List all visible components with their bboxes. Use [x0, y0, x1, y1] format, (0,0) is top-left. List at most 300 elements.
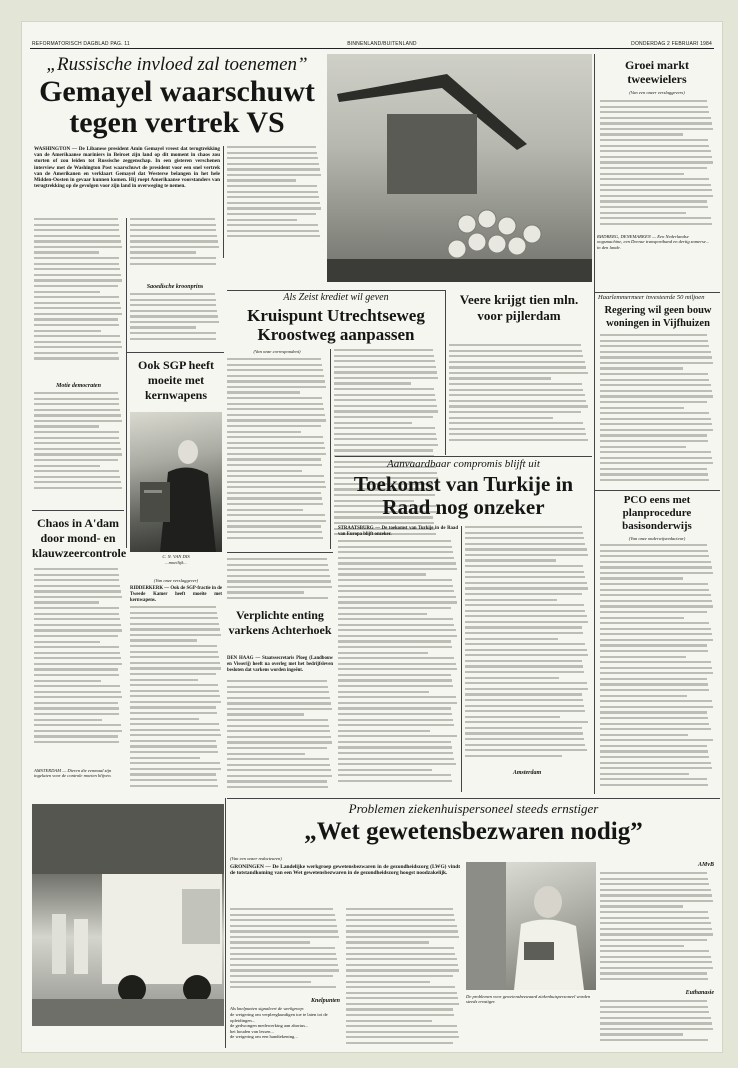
knelpunt-item: het houden van lessen...	[230, 1028, 274, 1034]
text-line	[130, 757, 200, 759]
text-line	[449, 400, 586, 402]
text-line	[465, 582, 587, 584]
text-line	[338, 724, 454, 726]
text-line	[227, 458, 321, 460]
sgp-body	[130, 606, 222, 796]
text-line	[600, 762, 711, 764]
text-line	[227, 564, 328, 566]
text-line	[227, 386, 326, 388]
column-rule	[223, 146, 224, 258]
text-line	[600, 600, 712, 602]
text-line	[600, 739, 713, 741]
text-line	[34, 596, 122, 598]
text-line	[338, 551, 453, 553]
text-line	[600, 401, 707, 403]
text-line	[449, 394, 585, 396]
text-line	[465, 738, 584, 740]
text-line	[334, 433, 436, 435]
text-line	[130, 293, 215, 295]
text-line	[227, 224, 318, 226]
running-head-center: BINNENLAND/BUITENLAND	[347, 41, 417, 47]
text-line	[338, 730, 430, 732]
text-line	[230, 947, 335, 949]
text-line	[600, 695, 687, 697]
text-line	[465, 576, 585, 578]
text-line	[465, 693, 582, 695]
text-line	[227, 697, 330, 699]
text-line	[334, 449, 433, 451]
text-line	[334, 444, 438, 446]
text-line	[334, 422, 412, 424]
text-line	[600, 922, 711, 924]
pco-headline: PCO eens met planprocedure basisonderwijs	[622, 494, 692, 532]
text-line	[227, 431, 301, 433]
text-line	[600, 945, 684, 947]
text-line	[600, 217, 711, 219]
text-line	[600, 479, 709, 481]
text-line	[600, 678, 707, 680]
ziekenhuis-subhead-amvb: AMvB	[697, 862, 714, 868]
ziekenhuis-body-1	[230, 908, 340, 994]
text-line	[34, 702, 118, 704]
ziekenhuis-kicker: Problemen ziekenhuispersoneel steeds ernstiger	[348, 801, 599, 816]
sgp-caption-name: C. N. VAN DIS	[162, 554, 190, 559]
verplichte-headline: Verplichte enting varkens Achterhoek	[228, 608, 332, 637]
text-line	[465, 710, 585, 712]
text-line	[34, 618, 120, 620]
verplichte-body	[227, 680, 333, 792]
text-line	[449, 411, 581, 413]
text-line	[227, 364, 322, 366]
text-line	[600, 622, 709, 624]
text-line	[34, 696, 122, 698]
text-line	[130, 712, 217, 714]
text-line	[600, 711, 707, 713]
text-line	[227, 369, 323, 371]
text-line	[34, 465, 100, 467]
sgp-headline: Ook SGP heeft moeite met kernwapens	[137, 358, 214, 402]
text-line	[227, 741, 332, 743]
text-line	[600, 572, 713, 574]
text-line	[600, 1006, 708, 1008]
text-line	[130, 299, 216, 301]
text-line	[34, 668, 118, 670]
text-line	[600, 1022, 712, 1024]
knelpunt-item: de gedwongen medewerking aan abortus...	[230, 1023, 309, 1029]
text-line	[34, 724, 121, 726]
text-line	[600, 395, 713, 397]
text-line	[600, 128, 713, 130]
text-line	[600, 628, 711, 630]
text-line	[34, 318, 118, 320]
text-line	[600, 900, 713, 902]
turkije-dateline: Amsterdam	[512, 770, 542, 776]
text-line	[346, 1020, 432, 1022]
text-line	[34, 680, 101, 682]
text-line	[338, 579, 452, 581]
text-line	[465, 649, 587, 651]
main-body-col-1	[34, 218, 123, 382]
text-line	[465, 705, 584, 707]
text-line	[338, 735, 457, 737]
chaos-headline: Chaos in A'dam door mond- en klauwzeercontrole	[32, 516, 127, 560]
text-line	[227, 380, 325, 382]
zeist-credit: (Van onze correspondent)	[253, 349, 301, 354]
text-line	[600, 462, 713, 464]
text-line	[600, 340, 708, 342]
text-line	[34, 601, 99, 603]
text-line	[346, 975, 453, 977]
text-line	[130, 235, 217, 237]
text-line	[600, 139, 708, 141]
text-line	[465, 593, 582, 595]
text-line	[34, 579, 119, 581]
text-line	[346, 941, 429, 943]
text-line	[465, 559, 556, 561]
text-line	[600, 390, 712, 392]
text-line	[600, 446, 686, 448]
text-line	[227, 146, 316, 148]
text-line	[600, 972, 707, 974]
text-line	[130, 762, 220, 764]
text-line	[600, 106, 708, 108]
rule	[126, 352, 224, 353]
text-line	[346, 1036, 459, 1038]
text-line	[230, 981, 311, 983]
text-line	[600, 656, 686, 658]
text-line	[600, 1000, 707, 1002]
text-line	[34, 437, 119, 439]
text-line	[600, 351, 711, 353]
text-line	[346, 1014, 454, 1016]
text-line	[130, 628, 220, 630]
text-line	[34, 635, 118, 637]
text-line	[34, 313, 122, 315]
text-line	[338, 635, 457, 637]
text-line	[338, 769, 432, 771]
text-line	[600, 750, 708, 752]
text-line	[338, 774, 451, 776]
ziekenhuis-lead: GRONINGEN — De Landelijke werkgroep gewetensbezwaren in de gezondheidszorg (LWG) vindt de totstandkoming van een Wet gewetensbezwaren in de gezondheidszorg hoogst noodzakelijk.	[230, 864, 460, 877]
text-line	[600, 356, 712, 358]
text-line	[130, 310, 217, 312]
text-line	[465, 755, 562, 757]
text-line	[34, 741, 119, 743]
text-line	[600, 189, 712, 191]
text-line	[465, 532, 583, 534]
text-line	[34, 453, 122, 455]
text-line	[338, 568, 457, 570]
text-line	[600, 122, 712, 124]
text-line	[130, 315, 218, 317]
text-line	[338, 540, 451, 542]
text-line	[334, 382, 411, 384]
text-line	[34, 646, 119, 648]
text-line	[600, 223, 712, 225]
text-line	[346, 958, 457, 960]
text-line	[338, 685, 453, 687]
text-line	[600, 429, 713, 431]
text-line	[600, 133, 683, 135]
ziekenhuis-subhead-euthanasie: Euthanasie	[685, 990, 714, 996]
main-kicker: „Russische invloed zal toenemen”	[46, 54, 308, 75]
rule	[32, 510, 124, 511]
text-line	[600, 178, 709, 180]
text-line	[465, 604, 584, 606]
text-line	[227, 470, 302, 472]
ziekenhuis-photo-caption: De problemen voor gewetensbezwaard ziekenhuispersoneel worden steeds ernstiger.	[466, 994, 591, 1005]
text-line	[600, 544, 707, 546]
text-line	[34, 285, 118, 287]
text-line	[130, 257, 216, 259]
text-line	[600, 905, 683, 907]
main-headline-1: Gemayel waarschuwt	[39, 75, 315, 108]
text-line	[449, 372, 588, 374]
text-line	[600, 883, 709, 885]
text-line	[465, 526, 582, 528]
text-line	[34, 268, 120, 270]
text-line	[227, 537, 323, 539]
text-line	[230, 914, 335, 916]
text-line	[465, 587, 588, 589]
text-line	[600, 457, 712, 459]
text-line	[600, 173, 684, 175]
text-line	[227, 753, 305, 755]
text-line	[34, 624, 121, 626]
text-line	[600, 650, 708, 652]
text-line	[227, 713, 304, 715]
text-line	[130, 246, 219, 248]
text-line	[34, 302, 120, 304]
text-line	[227, 492, 321, 494]
text-line	[130, 723, 219, 725]
text-line	[465, 565, 583, 567]
text-line	[600, 644, 707, 646]
text-line	[227, 453, 326, 455]
text-line	[338, 624, 454, 626]
text-line	[334, 522, 434, 524]
header-rule	[30, 48, 714, 49]
text-line	[34, 568, 118, 570]
text-line	[465, 626, 582, 628]
text-line	[600, 894, 712, 896]
main-subhead-1: Motie democraten	[56, 383, 101, 389]
text-line	[130, 673, 216, 675]
text-line	[130, 218, 215, 220]
text-line	[600, 195, 713, 197]
text-line	[130, 768, 221, 770]
text-line	[130, 695, 220, 697]
text-line	[130, 326, 196, 328]
text-line	[600, 639, 713, 641]
haarlemmermeer-body	[600, 334, 714, 484]
text-line	[227, 235, 320, 237]
text-line	[600, 756, 709, 758]
text-line	[34, 663, 122, 665]
text-line	[227, 230, 319, 232]
text-line	[227, 525, 321, 527]
text-line	[338, 601, 457, 603]
text-line	[130, 634, 221, 636]
text-line	[130, 612, 217, 614]
ziekenhuis-credit: (Van een onzer redacteuren)	[230, 856, 282, 861]
text-line	[600, 362, 713, 364]
text-line	[346, 936, 459, 938]
text-line	[346, 986, 455, 988]
text-line	[227, 196, 319, 198]
text-line	[230, 908, 333, 910]
text-line	[338, 746, 452, 748]
text-line	[600, 555, 709, 557]
text-line	[449, 389, 583, 391]
text-line	[334, 410, 438, 412]
text-line	[130, 606, 216, 608]
text-line	[449, 405, 588, 407]
text-line	[465, 727, 582, 729]
chaos-photo	[32, 804, 224, 1026]
text-line	[346, 1008, 453, 1010]
zeist-headline: Kruispunt Utrechtseweg Kroostweg aanpassen	[247, 306, 425, 344]
text-line	[465, 749, 587, 751]
text-line	[600, 561, 711, 563]
text-line	[227, 591, 304, 593]
text-line	[449, 383, 582, 385]
chaos-body	[34, 568, 123, 768]
text-line	[334, 416, 433, 418]
text-line	[227, 586, 332, 588]
text-line	[34, 330, 101, 332]
knelpunten-list	[230, 1012, 340, 1040]
text-line	[227, 747, 327, 749]
text-line	[34, 398, 119, 400]
text-line	[230, 975, 333, 977]
text-line	[227, 520, 326, 522]
text-line	[600, 872, 707, 874]
groei-body	[600, 100, 714, 228]
text-line	[338, 696, 456, 698]
text-line	[227, 764, 330, 766]
text-line	[338, 573, 426, 575]
text-line	[34, 442, 120, 444]
text-line	[34, 409, 120, 411]
text-line	[338, 702, 457, 704]
text-line	[227, 597, 328, 599]
text-line	[130, 338, 216, 340]
text-line	[600, 566, 712, 568]
text-line	[600, 689, 709, 691]
text-line	[34, 263, 119, 265]
text-line	[34, 296, 119, 298]
text-line	[600, 778, 707, 780]
sgp-credit: (Van onze verslaggever)	[153, 578, 199, 583]
column-rule	[461, 526, 462, 792]
rule	[594, 490, 720, 491]
text-line	[600, 767, 712, 769]
text-line	[34, 257, 119, 259]
text-line	[34, 251, 99, 253]
text-line	[227, 719, 328, 721]
text-line	[227, 447, 325, 449]
running-head-left: REFORMATORISCH DAGBLAD PAG. 11	[32, 41, 130, 47]
text-line	[34, 613, 119, 615]
text-line	[449, 344, 581, 346]
text-line	[465, 621, 588, 623]
text-line	[227, 775, 332, 777]
main-body-col-3	[227, 146, 322, 248]
text-line	[600, 700, 712, 702]
text-line	[338, 640, 451, 642]
text-line	[600, 734, 688, 736]
text-line	[34, 218, 118, 220]
text-line	[600, 367, 683, 369]
veere-body	[449, 344, 589, 448]
text-line	[338, 713, 452, 715]
text-line	[130, 645, 217, 647]
main-body-col-1b	[34, 392, 123, 502]
text-line	[227, 497, 322, 499]
text-line	[130, 229, 216, 231]
text-line	[34, 291, 100, 293]
text-line	[600, 950, 709, 952]
text-line	[338, 607, 451, 609]
text-line	[34, 224, 119, 226]
text-line	[346, 964, 458, 966]
text-line	[227, 168, 320, 170]
groei-credit: (Van een onzer verslaggevers)	[629, 90, 685, 95]
text-line	[600, 468, 707, 470]
text-line	[34, 307, 121, 309]
turkije-kicker: Aanvaardbaar compromis blijft uit	[387, 458, 540, 470]
text-line	[346, 908, 453, 910]
text-line	[465, 688, 588, 690]
text-line	[230, 986, 336, 988]
ziekenhuis-headline: „Wet gewetensbezwaren nodig”	[304, 818, 643, 845]
turkije-body-1	[338, 540, 458, 788]
text-line	[338, 780, 452, 782]
text-line	[600, 167, 707, 169]
text-line	[130, 304, 216, 306]
newspaper-page	[22, 22, 722, 1052]
text-line	[130, 679, 198, 681]
text-line	[600, 633, 712, 635]
text-line	[34, 470, 119, 472]
text-line	[130, 701, 221, 703]
column-rule	[445, 290, 446, 455]
text-line	[338, 741, 451, 743]
ziekenhuis-subhead-knelpunten: Knelpunten	[310, 998, 340, 1004]
column-rule	[126, 218, 127, 548]
text-line	[34, 357, 119, 359]
text-line	[338, 629, 456, 631]
text-line	[600, 418, 711, 420]
text-line	[600, 706, 713, 708]
text-line	[600, 434, 707, 436]
column-rule	[225, 798, 226, 1048]
text-line	[34, 707, 119, 709]
text-line	[346, 981, 430, 983]
text-line	[34, 279, 122, 281]
text-line	[346, 914, 454, 916]
knelpunt-item: de weigering om een handtekening...	[230, 1034, 298, 1040]
column-rule	[330, 349, 331, 549]
text-line	[600, 184, 711, 186]
text-line	[227, 202, 320, 204]
text-line	[130, 740, 216, 742]
veere-photo-caption: RØDBERG, DENEMARKEN — Een Nederlandse oogsmachine, een Deense transportband en dertig zomerse... in den lande.	[597, 234, 710, 250]
text-line	[34, 685, 120, 687]
text-line	[600, 200, 707, 202]
text-line	[34, 324, 119, 326]
